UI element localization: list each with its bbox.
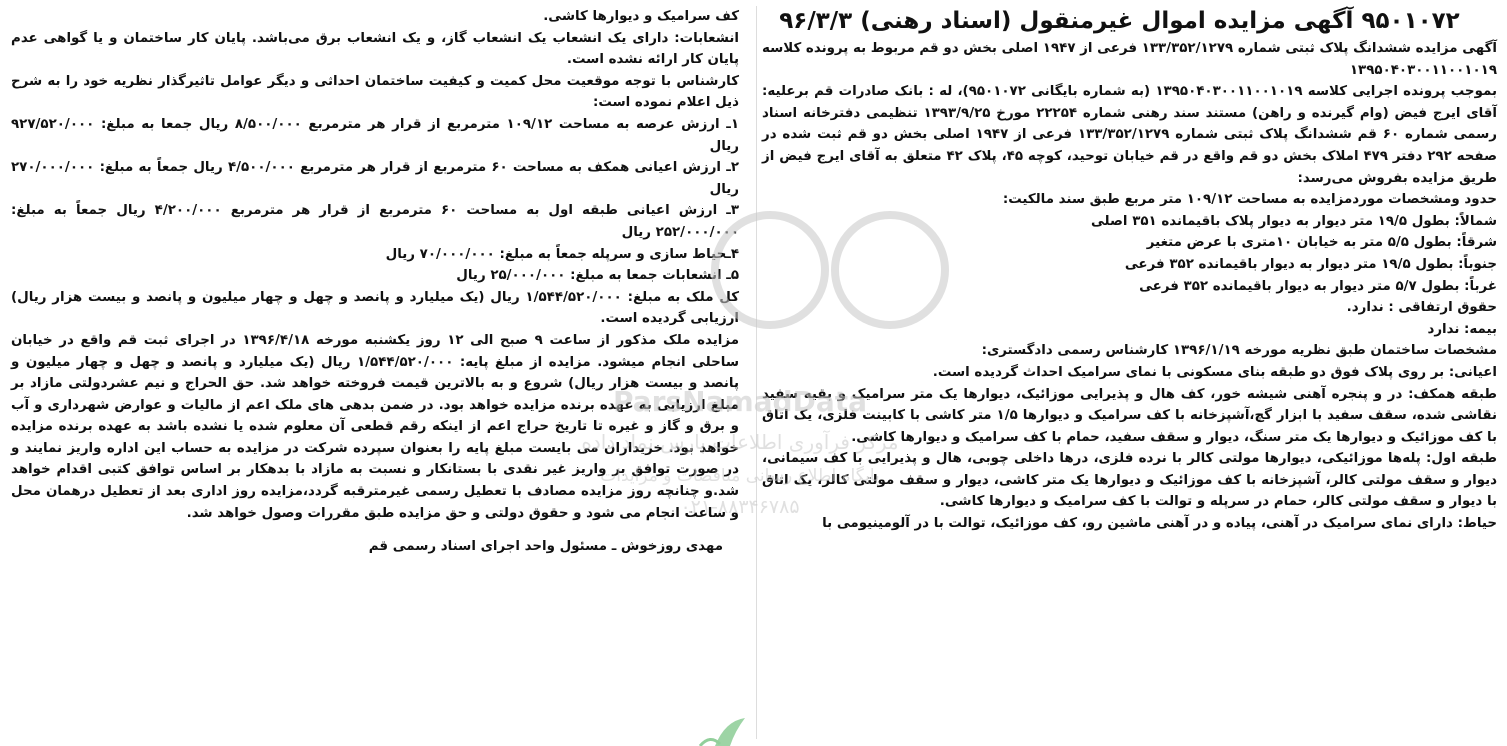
appraisal-item: ۵ـ انشعابات جمعا به مبلغ: ۲۵/۰۰۰/۰۰۰ ریال	[456, 268, 739, 284]
auction-terms: مزایده ملک مذکور از ساعت ۹ صبح الی ۱۲ روز یکشنبه مورخه ۱۳۹۶/۴/۱۸ در اجرای ثبت قم واقع در خیابان ساحلی انجام میشود. مزایده از مبلغ پایه: ۱/۵۴۴/۵۲۰/۰۰۰ ریال (یک میلیارد و پانصد و چهل و چهار میلیون و پانصد و بیست هزار ریال) شروع و به بالاترین قیمت فروخته خواهد شد. حق الحراج و نیم عشردولتی مازاد بر مبلغ ارزیابی به عهده برنده مزایده خواهد بود. در ضمن بدهی های ملک اعم از مالیات و عوارض شهرداری و آب و برق و گاز و غیره تا تاریخ حراج اعم از اینکه رقم قطعی آن معلوم شده یا نشده باشد به عهده برنده مزایده خواهد بود. خریداران می بایست مبلغ پایه را بعنوان سپرده شرکت در مزایده به حساب این اداره واریز نمایند و در صورت توافق بر واریز غیر نقدی با بستانکار و نسبت به مازاد با بدهکار بر اساس توافق کتبی اقدام خواهد شد.و چنانچه روز مزایده مصادف با تعطیل رسمی غیرمترقبه گردد،مزایده روز اداری بعد از تعطیل درهمان محل و ساعت انجام می شود و حقوق دولتی و حق مزایده طبق مقررات وصول خواهد شد.	[11, 332, 739, 521]
ground-floor: طبقه همکف: در و پنجره آهنی شیشه خور، کف هال و پذیرایی موزائیک، دیوارها یک متر سرامیک و بقیه سفید نقاشی شده، سقف سفید با ابزار گچ،آشپزخانه با کف سرامیک و دیوارها ۱/۵ متر کاشی با کابینت فلزی، یک اتاق با کف موزائیک و دیوارها یک متر سنگ، دیوار و سقف سفید، حمام با کف سرامیک و دیوارها کاشی.	[762, 386, 1497, 445]
leaf-logo-icon	[670, 716, 790, 746]
notice-paragraph: آگهی مزایده ششدانگ پلاک ثبتی شماره ۱۳۳/۳۵۲/۱۲۷۹ فرعی از ۱۹۴۷ اصلی بخش دو قم مربوط به پرونده کلاسه ۱۳۹۵۰۴۰۳۰۰۱۱۰۰۱۰۱۹	[762, 41, 1497, 78]
watermark-line: پایگاه اطلاع رسانی مناقصات و مزایدات	[600, 466, 880, 486]
notice-right-column	[762, 6, 1497, 535]
appraisal-item: ۳ـ ارزش اعیانی طبقه اول به مساحت ۶۰ مترمربع از قرار هر مترمربع ۴/۲۰۰/۰۰۰ ریال جمعاً به مبلغ: ۲۵۲/۰۰۰/۰۰۰ ریال	[11, 203, 740, 240]
boundary-north: شمالاً: بطول ۱۹/۵ متر دیوار به دیوار پلاک باقیمانده ۳۵۱ اصلی	[1090, 213, 1497, 229]
appraisal-intro: کارشناس با توجه موقعیت محل کمیت و کیفیت ساختمان احداثی و دیگر عوامل تاثیرگذار نظریه خود را به شرح ذیل اعلام نموده است:	[11, 73, 739, 111]
insurance: بیمه: ندارد	[1427, 321, 1497, 337]
signature: مهدی روزخوش ـ مسئول واحد اجرای اسناد رسمی قم	[368, 539, 723, 555]
appraisal-item: ۴ـحیاط سازی و سرپله جمعاً به مبلغ: ۷۰/۰۰۰/۰۰۰ ریال	[385, 246, 739, 262]
utilities: انشعابات: دارای یک انشعاب یک انشعاب گاز، و یک انشعاب برق می‌باشد. پایان کار ساختمان و یا گواهی عدم پایان کار ارائه نشده است.	[11, 30, 739, 68]
appraisal-item: ۱ـ ارزش عرصه به مساحت ۱۰۹/۱۲ مترمربع از قرار هر مترمربع ۸/۵۰۰/۰۰۰ ریال جمعا به مبلغ: ۹۲۷/۵۲۰/۰۰۰ ریال	[11, 116, 740, 154]
notice-paragraph: کف سرامیک و دیوارها کاشی.	[543, 9, 739, 24]
notice-title: ۹۵۰۱۰۷۲ آگهی مزایده اموال غیرمنقول (اسناد رهنی) ۹۶/۳/۳	[779, 8, 1460, 34]
notice-paragraph: حدود ومشخصات موردمزایده به مساحت ۱۰۹/۱۲ متر مربع طبق سند مالکیت:	[1002, 192, 1497, 208]
column-divider	[756, 6, 757, 739]
watermark-line: مرکز فرآوری اطلاعات پارس نماد داده	[581, 430, 899, 454]
boundary-west: غرباً: بطول ۵/۷ متر دیوار به دیوار باقیمانده ۳۵۲ فرعی	[1139, 278, 1497, 294]
notice-left-column	[11, 6, 739, 558]
boundary-south: جنوباً: بطول ۱۹/۵ متر دیوار به دیوار باقیمانده ۳۵۲ فرعی	[1124, 256, 1497, 272]
watermark-brand: ParsNamadData	[613, 385, 867, 418]
appraisal-item: ۲ـ ارزش اعیانی همکف به مساحت ۶۰ مترمربع از قرار هر مترمربع ۴/۵۰۰/۰۰۰ ریال جمعاً به مبلغ: ۲۷۰/۰۰۰/۰۰۰ ریال	[11, 160, 740, 197]
boundary-east: شرقاً: بطول ۵/۵ متر به خیابان ۱۰متری با عرض متغیر	[1146, 235, 1497, 251]
easement-rights: حقوق ارتفاقی : ندارد.	[1346, 300, 1497, 316]
yard: حیاط: دارای نمای سرامیک در آهنی، پیاده و در آهنی ماشین رو، کف موزائیک، توالت با در آلومینیومی با	[822, 516, 1497, 532]
watermark-phone: ۰۲۱-۸۸۳۴۶۷۸۵	[680, 496, 800, 518]
notice-paragraph: بموجب پرونده اجرایی کلاسه ۱۳۹۵۰۴۰۳۰۰۱۱۰۰۱۰۱۹ (به شماره بایگانی ۹۵۰۱۰۷۲)، له : بانک صادرات قم برعلیه: آقای ایرج فیض (وام گیرنده و راهن) مستند سند رهنی شماره ۲۲۲۵۴ مورخ ۱۳۹۳/۹/۲۵ تنظیمی دفترخانه اسناد رسمی شماره ۶۰ قم ششدانگ پلاک ثبتی شماره ۱۳۳/۳۵۲/۱۲۷۹ فرعی از ۱۹۴۷ اصلی بخش دو قم ثبت شده در صفحه ۲۹۲ دفتر ۴۷۹ املاک بخش دو قم واقع در قم خیابان توحید، کوچه ۴۵، پلاک ۴۲ متعلق به آقای ایرج فیض از طریق مزایده بفروش می‌رسد:	[762, 84, 1498, 186]
total-value: کل ملک به مبلغ: ۱/۵۴۴/۵۲۰/۰۰۰ ریال (یک میلیارد و پانصد و چهل و چهار میلیون و پانصد و بیست هزار ریال) ارزیابی گردیده است.	[11, 289, 739, 327]
first-floor: طبقه اول: پله‌ها موزائیکی، دیوارها مولتی کالر با نرده فلزی، درها داخلی چوبی، هال و پذیرایی با کف سیمانی، دیوار و سقف مولتی کالر، آشپزخانه با کف موزائیک و دیوارها یک متر کاشی، دیوار و سقف مولتی کالر، یک اتاق با دیوار و سقف مولتی کالر، حمام در سرپله و توالت با کف سرامیک و دیوارها کاشی.	[762, 451, 1497, 510]
building-specs-heading: مشخصات ساختمان طبق نظریه مورخه ۱۳۹۶/۱/۱۹ کارشناس رسمی دادگستری:	[981, 343, 1497, 359]
building-specs: اعیانی: بر روی پلاک فوق دو طبقه بنای مسکونی با نمای سرامیک احداث گردیده است.	[932, 364, 1497, 380]
